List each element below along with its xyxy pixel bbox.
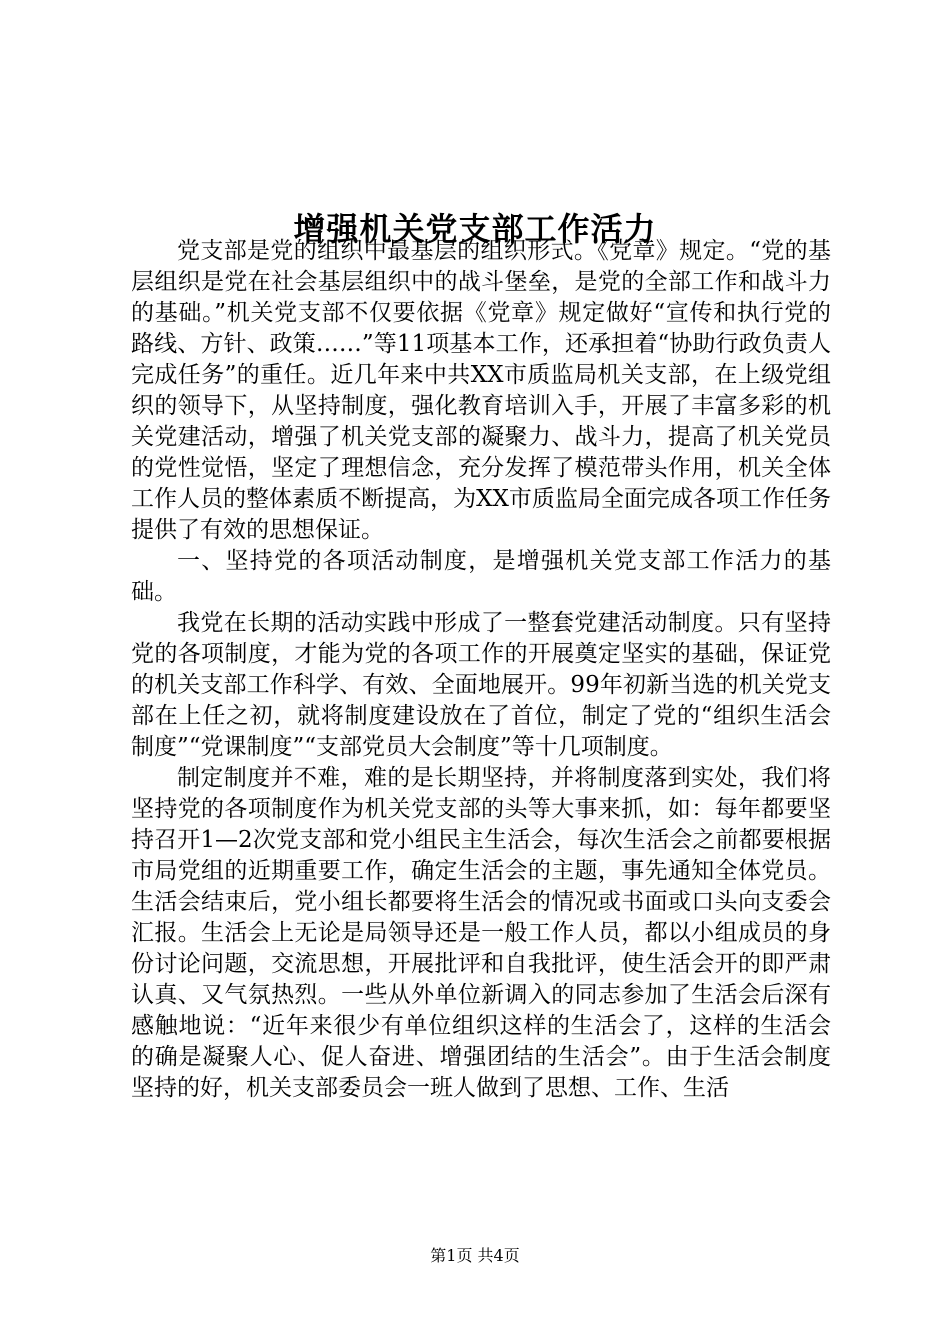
paragraph-party-system: 我党在长期的活动实践中形成了一整套党建活动制度。只有坚持党的各项制度，才能为党的各项工作的开展奠定坚实的基础，保证党的机关支部工作科学、有效、全面地展开。99年初新当选的机关党支部在上任之初，就将制度建设放在了首位，制定了党的“组织生活会制度”“党课制度”“支部党员大会制度”等十几项制度。 [131, 610, 831, 760]
document-title: 增强机关党支部工作活力 [293, 210, 657, 249]
paragraph-intro: 党支部是党的组织中最基层的组织形式。《党章》规定。“党的基层组织是党在社会基层组织中的战斗堡垒，是党的全部工作和战斗力的基础。”机关党支部不仅要依据《党章》规定做好“宣传和执行党的路线、方针、政策……”等11项基本工作，还承担着“协助行政负责人完成任务”的重任。近几年来中共XX市质监局机关支部，在上级党组织的领导下，从坚持制度，强化教育培训入手，开展了丰富多彩的机关党建活动，增强了机关党支部的凝聚力、战斗力，提高了机关党员的党性觉悟，坚定了理想信念，充分发挥了模范带头作用，机关全体工作人员的整体素质不断提高，为XX市质监局全面完成各项工作任务提供了有效的思想保证。 [131, 238, 831, 543]
page-number-footer: 第1页 共4页 [430, 1246, 520, 1265]
document-body [131, 236, 831, 1104]
paragraph-section-one-heading: 一、坚持党的各项活动制度，是增强机关党支部工作活力的基础。 [131, 548, 831, 605]
paragraph-system-implementation: 制定制度并不难，难的是长期坚持，并将制度落到实处，我们将坚持党的各项制度作为机关党支部的头等大事来抓，如：每年都要坚持召开1—2次党支部和党小组民主生活会，每次生活会之前都要根据市局党组的近期重要工作，确定生活会的主题，事先通知全体党员。生活会结束后，党小组长都要将生活会的情况或书面或口头向支委会汇报。生活会上无论是局领导还是一般工作人员，都以小组成员的身份讨论问题，交流思想，开展批评和自我批评，使生活会开的即严肃认真、又气氛热烈。一些从外单位新调入的同志参加了生活会后深有感触地说：“近年来很少有单位组织这样的生活会了，这样的生活会的确是凝聚人心、促人奋进、增强团结的生活会”。由于生活会制度坚持的好，机关支部委员会一班人做到了思想、工作、生活 [131, 765, 831, 1101]
